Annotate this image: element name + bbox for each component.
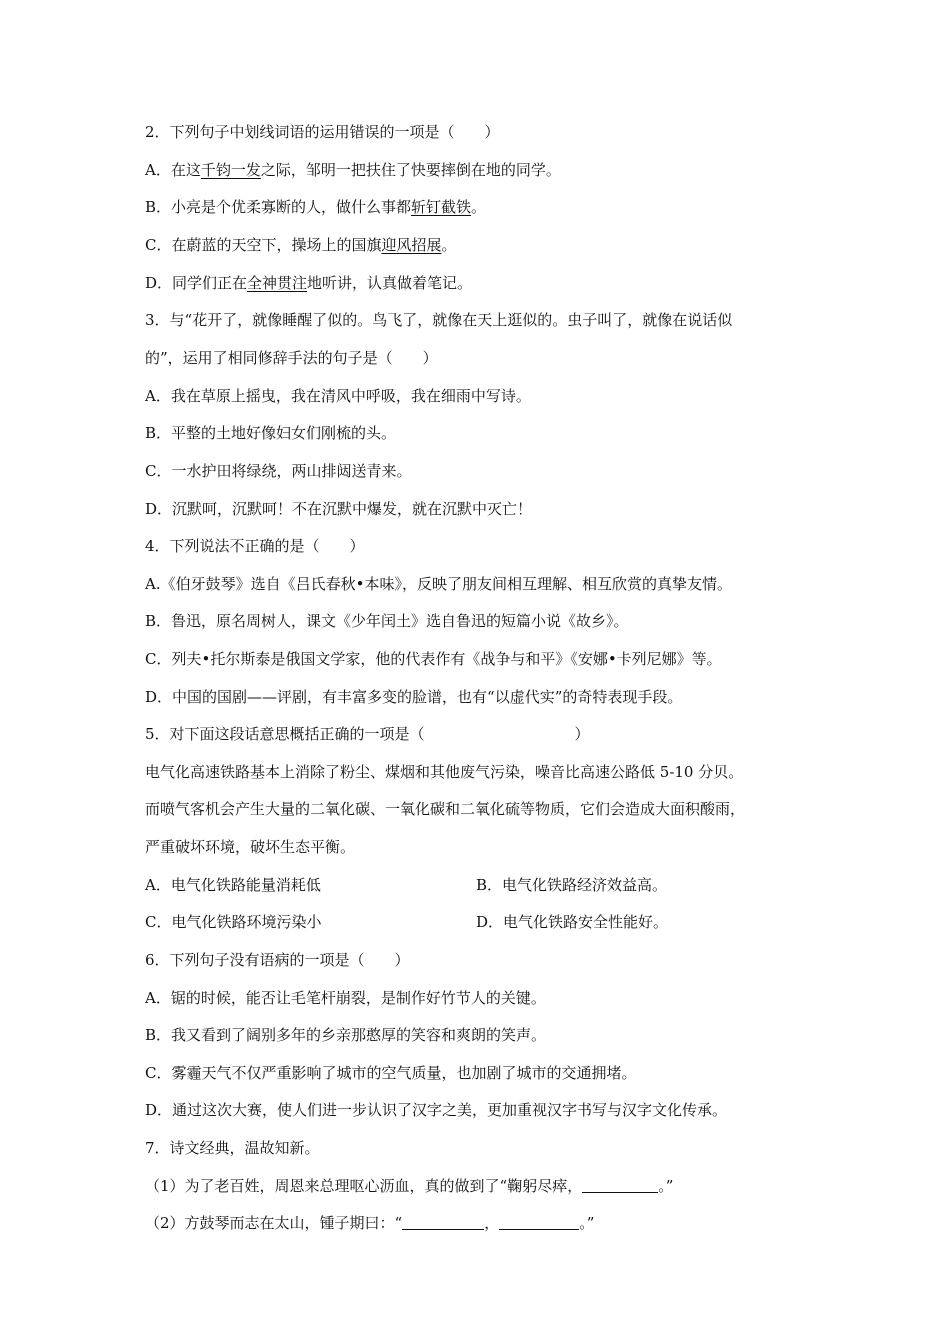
question-7-sub-1: （1）为了老百姓，周恩来总理呕心沥血，真的做到了“鞠躬尽瘁， 。” [145,1177,674,1195]
question-2-option-a: A．在这千钧一发之际，邹明一把扶住了快要摔倒在地的同学。 [145,161,561,179]
question-5-option-d: D．电气化铁路安全性能好。 [476,913,669,931]
answer-blank[interactable] [499,1215,579,1230]
question-5-option-c: C．电气化铁路环境污染小 [145,913,322,931]
question-6-option-c: C．雾霾天气不仅严重影响了城市的空气质量，也加剧了城市的交通拥堵。 [145,1064,637,1082]
question-6-option-a: A．锯的时候，能否让毛笔杆崩裂，是制作好竹节人的关键。 [145,989,546,1007]
question-5-option-b: B．电气化铁路经济效益高。 [476,876,668,894]
question-4-option-b: B．鲁迅，原名周树人，课文《少年闰土》选自鲁迅的短篇小说《故乡》。 [145,612,629,630]
question-3-option-c: C．一水护田将绿绕，两山排闼送青来。 [145,462,412,480]
question-4-option-d: D．中国的国剧——评剧，有丰富多变的脸谱，也有“以虚代实”的奇特表现手段。 [145,688,683,706]
question-4-stem: 4．下列说法不正确的是（ ） [145,537,365,555]
question-3-stem-line-1: 3．与“花开了，就像睡醒了似的。鸟飞了，就像在天上逛似的。虫子叫了，就像在说话似 [145,311,733,329]
answer-blank[interactable] [402,1215,484,1230]
answer-blank[interactable] [582,1178,658,1193]
question-3-option-d: D．沉默呵，沉默呵！不在沉默中爆发，就在沉默中灭亡！ [145,500,533,518]
underlined-word: 斩钉截铁 [411,198,472,216]
question-5-option-a: A．电气化铁路能量消耗低 [145,876,321,894]
question-5-passage-line-2: 而喷气客机会产生大量的二氧化碳、一氧化碳和二氧化硫等物质，它们会造成大面积酸雨， [145,800,746,818]
question-4-option-a: A.《伯牙鼓琴》选自《吕氏春秋•本味》，反映了朋友间相互理解、相互欣赏的真挚友情。 [145,575,732,593]
underlined-word: 千钧一发 [200,161,261,179]
question-6-option-b: B．我又看到了阔别多年的乡亲那憨厚的笑容和爽朗的笑声。 [145,1026,547,1044]
question-5-passage-line-3: 严重破坏环境，破坏生态平衡。 [145,838,356,856]
question-6-option-d: D．通过这次大赛，使人们进一步认识了汉字之美，更加重视汉字书写与汉字文化传承。 [145,1101,728,1119]
question-7-stem: 7．诗文经典，温故知新。 [145,1139,320,1157]
question-2-stem: 2．下列句子中划线词语的运用错误的一项是（ ） [145,123,500,141]
question-2-option-c: C．在蔚蓝的天空下，操场上的国旗迎风招展。 [145,236,457,254]
question-7-sub-2: （2）方鼓琴而志在太山，锺子期曰：“ ， 。” [145,1214,595,1232]
question-3-option-b: B．平整的土地好像妇女们刚梳的头。 [145,424,397,442]
question-5-passage-line-1: 电气化高速铁路基本上消除了粉尘、煤烟和其他废气污染，噪音比高速公路低 5-10 分贝。 [145,763,744,781]
question-2-option-b: B．小亮是个优柔寡断的人，做什么事都斩钉截铁。 [145,198,487,216]
question-3-stem-line-2: 的”，运用了相同修辞手法的句子是（ ） [145,349,438,367]
underlined-word: 迎风招展 [381,236,442,254]
underlined-word: 全神贯注 [247,274,308,292]
question-6-stem: 6．下列句子没有语病的一项是（ ） [145,951,410,969]
question-3-option-a: A．我在草原上摇曳，我在清风中呼吸，我在细雨中写诗。 [145,387,531,405]
question-2-option-d: D．同学们正在全神贯注地听讲，认真做着笔记。 [145,274,473,292]
question-5-stem: 5．对下面这段话意思概括正确的一项是（ ） [145,725,590,743]
question-4-option-c: C．列夫•托尔斯泰是俄国文学家，他的代表作有《战争与和平》《安娜•卡列尼娜》等。 [145,650,722,668]
